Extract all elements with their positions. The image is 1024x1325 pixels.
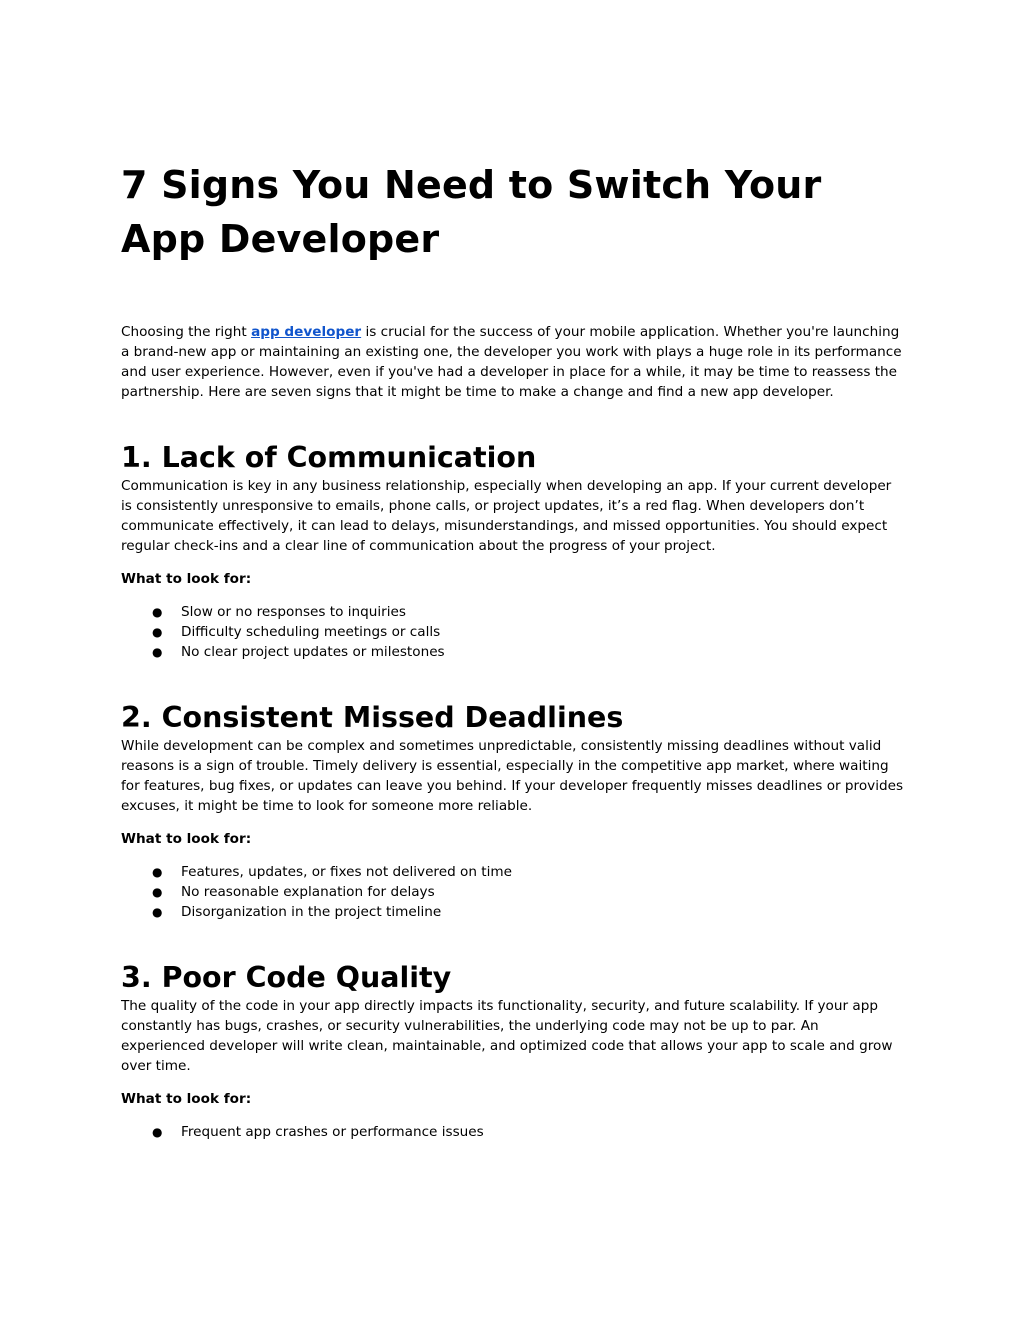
page-title: 7 Signs You Need to Switch Your App Developer bbox=[121, 163, 822, 261]
list-item bbox=[121, 902, 906, 922]
bullet-icon: ● bbox=[152, 865, 163, 879]
bullet-icon: ● bbox=[152, 1125, 163, 1139]
section-body-communication: Communication is key in any business relationship, especially when developing an app. If your current developer is consistently unresponsive to emails, phone calls, or project updates, it’s a red flag. When developers don’t communicate effectively, it can lead to delays, misunderstandings, and missed opportunities. You should expect regular check-ins and a clear line of communication about the progress of your project. bbox=[121, 478, 892, 554]
list-item bbox=[121, 642, 906, 662]
list-item-text: Features, updates, or fixes not delivered on time bbox=[181, 864, 513, 880]
document-page bbox=[121, 158, 906, 1142]
section-heading-code-quality: 3. Poor Code Quality bbox=[121, 961, 452, 994]
list-item-text: Slow or no responses to inquiries bbox=[181, 604, 406, 620]
list-item-text: No reasonable explanation for delays bbox=[181, 884, 435, 900]
list-item-text: No clear project updates or milestones bbox=[181, 644, 445, 660]
bullet-list-communication bbox=[121, 602, 906, 662]
bullet-icon: ● bbox=[152, 605, 163, 619]
list-item bbox=[121, 622, 906, 642]
list-item-text: Disorganization in the project timeline bbox=[181, 904, 442, 920]
bullet-icon: ● bbox=[152, 905, 163, 919]
section-body-deadlines: While development can be complex and sometimes unpredictable, consistently missing deadlines without valid reasons is a sign of trouble. Timely delivery is essential, especially in the competitive app market, where waiting for features, bug fixes, or updates can leave you behind. If your developer frequently misses deadlines or provides excuses, it might be time to look for someone more reliable. bbox=[121, 738, 904, 814]
list-item bbox=[121, 602, 906, 622]
section-heading-communication: 1. Lack of Communication bbox=[121, 441, 537, 474]
section-body-code-quality: The quality of the code in your app directly impacts its functionality, security, and future scalability. If your app constantly has bugs, crashes, or security vulnerabilities, the underlying code may not be up to par. An experienced developer will write clean, maintainable, and optimized code that allows your app to scale and grow over time. bbox=[121, 998, 893, 1074]
bullet-list-deadlines bbox=[121, 862, 906, 922]
what-to-look-for-label: What to look for: bbox=[121, 831, 252, 847]
list-item-text: Difficulty scheduling meetings or calls bbox=[181, 624, 441, 640]
list-item bbox=[121, 1122, 906, 1142]
app-developer-link[interactable]: app developer bbox=[251, 324, 362, 340]
list-item-text: Frequent app crashes or performance issues bbox=[181, 1124, 484, 1140]
bullet-icon: ● bbox=[152, 885, 163, 899]
list-item bbox=[121, 862, 906, 882]
section-heading-deadlines: 2. Consistent Missed Deadlines bbox=[121, 701, 624, 734]
bullet-list-code-quality bbox=[121, 1122, 906, 1142]
intro-text-before-link: Choosing the right bbox=[121, 324, 252, 340]
intro-paragraph bbox=[121, 322, 906, 402]
what-to-look-for-label: What to look for: bbox=[121, 571, 252, 587]
bullet-icon: ● bbox=[152, 625, 163, 639]
bullet-icon: ● bbox=[152, 645, 163, 659]
list-item bbox=[121, 882, 906, 902]
intro-text-after-link: is crucial for the success of your mobile application. Whether you're launching a brand-new app or maintaining an existing one, the developer you work with plays a huge role in its performance and user experience. However, even if you've had a developer in place for a while, it may be time to reassess the partnership. Here are seven signs that it might be time to make a change and find a new app developer. bbox=[121, 324, 902, 400]
what-to-look-for-label: What to look for: bbox=[121, 1091, 252, 1107]
